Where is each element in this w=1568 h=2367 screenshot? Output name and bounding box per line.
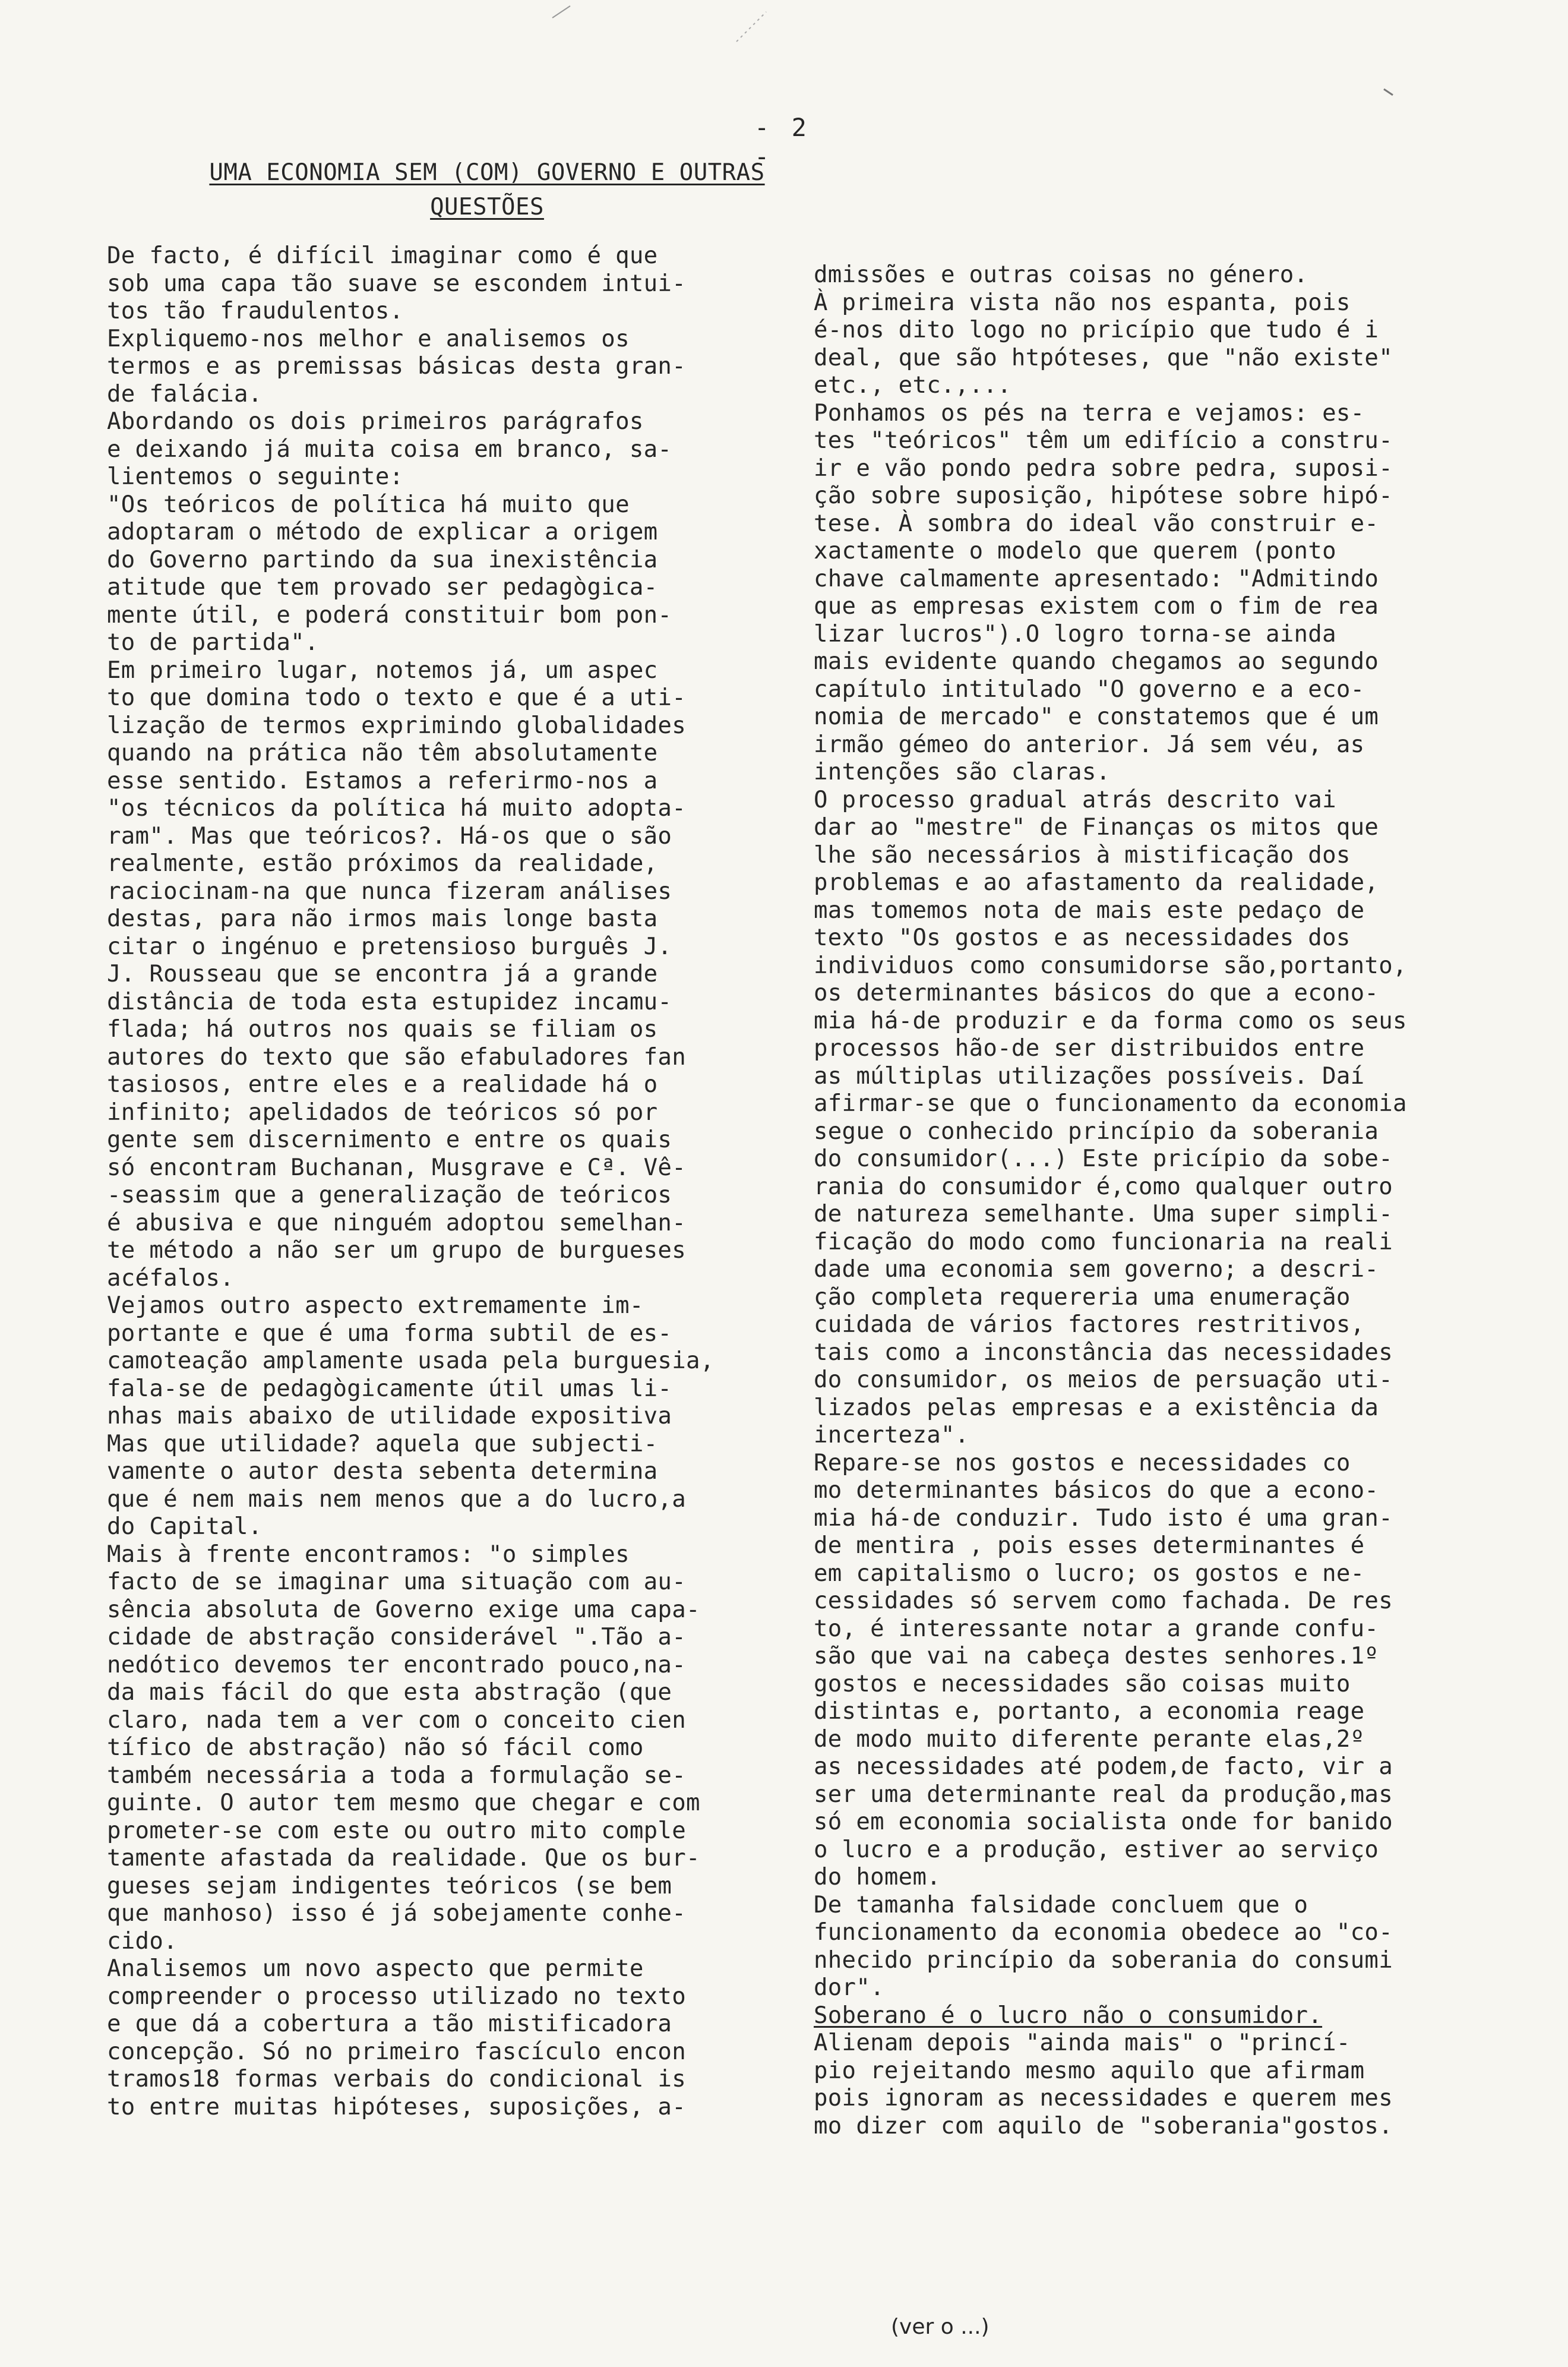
page-number: - 2 -	[754, 113, 810, 171]
paragraph: De facto, é difícil imaginar como é que sob uma capa tão suave se escondem intui- tos tão fraudulentos.	[107, 242, 686, 324]
scan-mark-top-left	[552, 6, 570, 18]
paragraph: Repare-se nos gostos e necessidades co mo determinantes básicos do que a econo- mia há-de conduzir. Tudo isto é uma gran- de mentira , pois esses determinantes é em capitalismo o lucro; os gostos e ne- cessidades só servem como fachada. De res to, é interessante notar a grande confu- são que vai na cabeça destes senhores.1º gostos e necessidades são coisas muito distintas e, portanto, a economia reage de modo muito diferente perante elas,2º as necessidades até podem,de facto, vir a ser uma determinante real da produção,mas só em economia socialista onde for banido o lucro e a produção, estiver ao serviço do homem.	[814, 1449, 1393, 1891]
left-column	[107, 242, 784, 2121]
paragraph: dmissões e outras coisas no género.	[814, 261, 1308, 288]
paragraph: Mais à frente encontramos: "o simples facto de se imaginar uma situação com au- sência absoluta de Governo exige uma capa- cidade de abstração considerável ".Tão a- nedótico devemos ter encontrado pouco,na- da mais fácil do que esta abstração (que claro, nada tem a ver com o conceito cien tífico de abstração) não só fácil como também necessária a toda a formulação se- guinte. O autor tem mesmo que chegar e com prometer-se com este ou outro mito comple tamente afastada da realidade. Que os bur- gueses sejam indigentes teóricos (se bem que manhoso) isso é já sobejamente conhe- cido.	[107, 1541, 700, 1955]
paragraph: Mas que utilidade? aquela que subjecti- vamente o autor desta sebenta determina que é nem mais nem menos que a do lucro,a do Capital.	[107, 1430, 686, 1540]
paragraph: Analisemos um novo aspecto que permite compreender o processo utilizado no texto e que dá a cobertura a tão mistificadora concepção. Só no primeiro fascículo encon tramos18 formas verbais do condicional is to entre muitas hipóteses, suposições, a-	[107, 1955, 686, 2120]
title-line-2: QUESTÕES	[430, 194, 544, 220]
continuation-note: (ver o ...)	[891, 2315, 990, 2339]
paragraph: À primeira vista não nos espanta, pois é-nos dito logo no pricípio que tudo é i deal, que são htpóteses, que "não existe" etc., etc.,...	[814, 289, 1393, 399]
right-column	[814, 261, 1473, 2140]
title-line-1: UMA ECONOMIA SEM (COM) GOVERNO E OUTRAS	[209, 159, 765, 186]
paragraph: Em primeiro lugar, notemos já, um aspec to que domina todo o texto e que é a uti- lização de termos exprimindo globalidades quando na prática não têm absolutamente esse sentido. Estamos a referirmo-nos a "os técnicos da política há muito adopta- ram". Mas que teóricos?. Há-os que o são realmente, estão próximos da realidade, raciocinam-na que nunca fizeram análises destas, para não irmos mais longe basta citar o ingénuo e pretensioso burguês J. J. Rousseau que se encontra já a grande distância de toda esta estupidez incamu- flada; há outros nos quais se filiam os autores do texto que são efabuladores fan tasiosos, entre eles e a realidade há o infinito; apelidados de teóricos só por gente sem discernimento e entre os quais só encontram Buchanan, Musgrave e Cª. Vê- -seassim que a generalização de teóricos é abusiva e que ninguém adoptou semelhan- te método a não ser um grupo de burgueses acéfalos.	[107, 657, 686, 1292]
paragraph: Expliquemo-nos melhor e analisemos os termos e as premissas básicas desta gran- de falácia.	[107, 325, 686, 408]
paragraph: O processo gradual atrás descrito vai dar ao "mestre" de Finanças os mitos que lhe são necessários à mistificação dos problemas e ao afastamento da realidade, mas tomemos nota de mais este pedaço de texto "Os gostos e as necessidades dos individuos como consumidorse são,portanto, os determinantes básicos do que a econo- mia há-de produzir e da forma como os seus processos hão-de ser distribuidos entre as múltiplas utilizações possíveis. Daí afirmar-se que o funcionamento da economia segue o conhecido princípio da soberania do consumidor(...) Este pricípio da sobe- rania do consumidor é,como qualquer outro de natureza semelhante. Uma super simpli- ficação do modo como funcionaria na reali dade uma economia sem governo; a descri- ção completa requereria uma enumeração cuidada de vários factores restritivos, tais como a inconstância das necessidades do consumidor, os meios de persuação uti- lizados pelas empresas e a existência da incerteza".	[814, 786, 1407, 1448]
scan-mark-top-center	[736, 12, 766, 42]
paragraph: Alienam depois "ainda mais" o "princí- pio rejeitando mesmo aquilo que afirmam pois ignoram as necessidades e querem mes mo dizer com aquilo de "soberania"gostos.	[814, 2030, 1393, 2139]
quote-paragraph: "Os teóricos de política há muito que adoptaram o método de explicar a origem do Governo partindo da sua inexistência atitude que tem provado ser pedagògica- mente útil, e poderá constituir bom pon- to de partida".	[107, 491, 672, 656]
paragraph: Vejamos outro aspecto extremamente im- portante e que é uma forma subtil de es- camoteação amplamente usada pela burguesia, fala-se de pedagògicamente útil umas li- nhas mais abaixo de utilidade expositiva	[107, 1292, 715, 1429]
emphasis-line: Soberano é o lucro não o consumidor.	[814, 2002, 1323, 2029]
paragraph: Ponhamos os pés na terra e vejamos: es- tes "teóricos" têm um edifício a constru- ir e vão pondo pedra sobre pedra, suposi- ção sobre suposição, hipótese sobre hipó- tese. À sombra do ideal vão construir e- xactamente o modelo que querem (ponto chave calmamente apresentado: "Admitindo que as empresas existem com o fim de rea lizar lucros").O logro torna-se ainda mais evidente quando chegamos ao segundo capítulo intitulado "O governo e a eco- nomia de mercado" e constatemos que é um irmão gémeo do anterior. Já sem véu, as intenções são claras.	[814, 399, 1393, 785]
page-title	[166, 156, 808, 225]
scan-mark-top-right	[1384, 89, 1393, 95]
paragraph: Abordando os dois primeiros parágrafos e deixando já muita coisa em branco, sa- lientemos o seguinte:	[107, 408, 672, 490]
paragraph: De tamanha falsidade concluem que o funcionamento da economia obedece ao "co- nhecido princípio da soberania do consumi dor".	[814, 1891, 1393, 2001]
